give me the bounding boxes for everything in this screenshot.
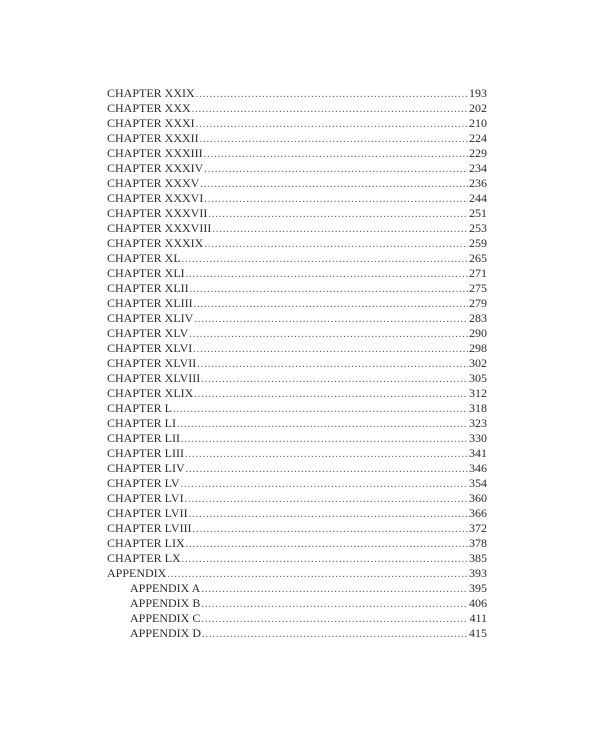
dot-leader [212,222,468,237]
toc-entry-page-number: 305 [469,371,487,385]
toc-entry-page-number: 193 [469,86,487,100]
dot-leader [201,582,468,597]
dot-leader [200,177,468,192]
dot-leader [181,432,468,447]
toc-entry[interactable] [107,446,487,461]
toc-entry-label: CHAPTER XLIV [107,311,194,325]
toc-entry-page-number: 354 [469,476,487,490]
dot-leader [193,522,468,537]
toc-entry-label: CHAPTER XXXV [107,176,200,190]
toc-entry[interactable] [107,626,487,641]
toc-entry-label: CHAPTER XXXVIII [107,221,212,235]
toc-entry-page-number: 253 [469,221,487,235]
toc-entry-page-number: 259 [469,236,487,250]
dot-leader [186,462,468,477]
toc-entry-label: CHAPTER XXXII [107,131,199,145]
toc-entry-label: CHAPTER LIV [107,461,185,475]
toc-entry[interactable] [107,266,487,281]
toc-entry-page-number: 312 [469,386,487,400]
dot-leader [194,297,468,312]
toc-entry[interactable] [107,356,487,371]
toc-entry-page-number: 415 [469,626,487,640]
toc-entry-page-number: 202 [469,101,487,115]
toc-entry-page-number: 341 [469,446,487,460]
toc-entry[interactable] [107,206,487,221]
toc-entry-label: CHAPTER XXX [107,101,191,115]
dot-leader [196,87,468,102]
toc-entry[interactable] [107,476,487,491]
toc-entry[interactable] [107,281,487,296]
toc-entry[interactable] [107,326,487,341]
dot-leader [186,537,468,552]
toc-entry-label: CHAPTER XLIX [107,386,194,400]
toc-entry-page-number: 385 [469,551,487,565]
toc-entry-label: CHAPTER XXXVII [107,206,208,220]
dot-leader [204,162,468,177]
toc-entry[interactable] [107,311,487,326]
toc-entry-label: APPENDIX A [130,581,201,595]
toc-entry-page-number: 229 [469,146,487,160]
toc-entry[interactable] [107,506,487,521]
toc-entry[interactable] [107,401,487,416]
dot-leader [200,132,468,147]
toc-entry-page-number: 290 [469,326,487,340]
toc-entry[interactable] [107,536,487,551]
toc-entry-page-number: 366 [469,506,487,520]
toc-entry-label: CHAPTER XLII [107,281,189,295]
dot-leader [197,357,468,372]
dot-leader [185,447,468,462]
toc-entry[interactable] [107,581,487,596]
toc-entry[interactable] [107,131,487,146]
toc-entry[interactable] [107,251,487,266]
toc-entry-page-number: 378 [469,536,487,550]
toc-entry[interactable] [107,86,487,101]
toc-entry-page-number: 236 [469,176,487,190]
toc-entry-page-number: 234 [469,161,487,175]
toc-entry-label: CHAPTER XLVIII [107,371,201,385]
dot-leader [189,327,468,342]
toc-entry-page-number: 265 [469,251,487,265]
toc-entry-label: CHAPTER XLV [107,326,189,340]
toc-entry[interactable] [107,566,487,581]
dot-leader [186,267,468,282]
table-of-contents [107,86,487,641]
dot-leader [182,552,468,567]
toc-entry-label: CHAPTER XLIII [107,296,193,310]
dot-leader [182,252,468,267]
toc-entry[interactable] [107,341,487,356]
dot-leader [204,147,468,162]
toc-entry-page-number: 411 [469,611,487,625]
toc-entry-label: APPENDIX D [130,626,202,640]
dot-leader [202,627,468,642]
toc-entry-label: CHAPTER XLI [107,266,185,280]
toc-entry-label: CHAPTER XLVII [107,356,197,370]
toc-entry-label: CHAPTER LVIII [107,521,192,535]
toc-entry-page-number: 271 [469,266,487,280]
toc-entry-page-number: 275 [469,281,487,295]
toc-entry-label: CHAPTER LI [107,416,176,430]
dot-leader [194,387,468,402]
dot-leader [194,312,468,327]
dot-leader [185,492,468,507]
dot-leader [201,612,468,627]
toc-entry-label: CHAPTER LIII [107,446,184,460]
dot-leader [196,117,468,132]
toc-entry[interactable] [107,611,487,626]
toc-entry-page-number: 279 [469,296,487,310]
toc-entry[interactable] [107,221,487,236]
toc-entry-label: CHAPTER L [107,401,173,415]
toc-entry[interactable] [107,236,487,251]
toc-entry-page-number: 323 [469,416,487,430]
toc-entry-page-number: 393 [469,566,487,580]
toc-entry-page-number: 395 [469,581,487,595]
toc-entry-label: CHAPTER XL [107,251,181,265]
dot-leader [193,342,468,357]
toc-entry-label: CHAPTER LV [107,476,180,490]
toc-entry-page-number: 210 [469,116,487,130]
toc-entry-label: CHAPTER LIX [107,536,185,550]
toc-entry[interactable] [107,596,487,611]
toc-entry-label: APPENDIX [107,566,167,580]
dot-leader [201,597,468,612]
toc-entry-page-number: 360 [469,491,487,505]
dot-leader [181,477,468,492]
toc-entry-label: CHAPTER XXXIX [107,236,204,250]
dot-leader [204,192,468,207]
toc-entry[interactable] [107,191,487,206]
toc-entry-page-number: 224 [469,131,487,145]
dot-leader [201,372,468,387]
toc-entry[interactable] [107,416,487,431]
dot-leader [190,282,468,297]
toc-entry-label: CHAPTER XXXVI [107,191,204,205]
toc-entry-page-number: 302 [469,356,487,370]
toc-entry-page-number: 372 [469,521,487,535]
toc-entry[interactable] [107,146,487,161]
toc-entry[interactable] [107,551,487,566]
toc-entry-label: CHAPTER XXXIV [107,161,204,175]
toc-entry[interactable] [107,101,487,116]
toc-entry-label: CHAPTER XXIX [107,86,195,100]
toc-entry-label: CHAPTER LVII [107,506,188,520]
dot-leader [177,417,468,432]
toc-entry[interactable] [107,521,487,536]
toc-entry-label: CHAPTER XXXI [107,116,195,130]
toc-entry-label: CHAPTER LVI [107,491,184,505]
dot-leader [204,237,468,252]
toc-entry-page-number: 298 [469,341,487,355]
toc-entry-page-number: 251 [469,206,487,220]
toc-entry[interactable] [107,431,487,446]
toc-entry[interactable] [107,371,487,386]
toc-entry-page-number: 346 [469,461,487,475]
dot-leader [173,402,468,417]
toc-entry-page-number: 406 [469,596,487,610]
dot-leader [189,507,468,522]
toc-entry[interactable] [107,491,487,506]
toc-entry-page-number: 330 [469,431,487,445]
toc-entry-label: CHAPTER XLVI [107,341,193,355]
toc-entry[interactable] [107,116,487,131]
toc-entry[interactable] [107,296,487,311]
toc-entry[interactable] [107,176,487,191]
dot-leader [192,102,468,117]
toc-entry-label: CHAPTER LII [107,431,180,445]
toc-entry-label: CHAPTER LX [107,551,181,565]
dot-leader [208,207,468,222]
toc-entry[interactable] [107,461,487,476]
toc-entry-page-number: 318 [469,401,487,415]
dot-leader [167,567,468,582]
toc-entry[interactable] [107,161,487,176]
toc-entry-label: CHAPTER XXXIII [107,146,203,160]
toc-entry-page-number: 283 [469,311,487,325]
toc-entry-label: APPENDIX B [130,596,201,610]
toc-entry[interactable] [107,386,487,401]
toc-entry-page-number: 244 [469,191,487,205]
toc-entry-label: APPENDIX C [130,611,201,625]
